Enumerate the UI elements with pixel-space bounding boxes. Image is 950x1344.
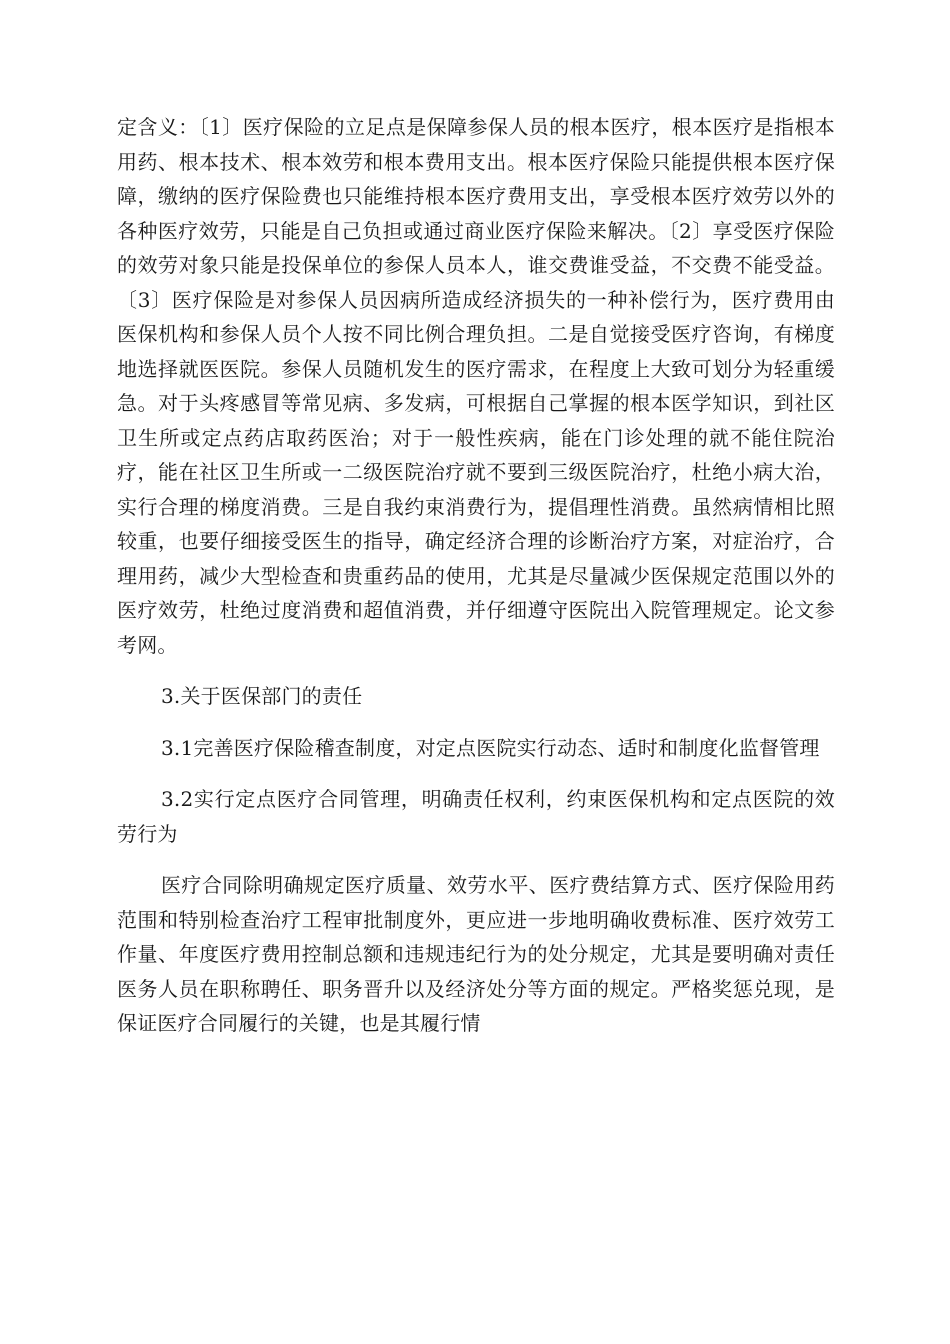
body-paragraph: 医疗合同除明确规定医疗质量、效劳水平、医疗费结算方式、医疗保险用药范围和特别检查治疗工程审批制度外，更应进一步地明确收费标准、医疗效劳工作量、年度医疗费用控制总额和违规违纪行为的处分规定，尤其是要明确对责任医务人员在职称聘任、职务晋升以及经济处分等方面的规定。严格奖惩兑现，是保证医疗合同履行的关键，也是其履行情 (117, 873, 835, 1035)
section-heading-3: 3.关于医保部门的责任 (161, 684, 363, 708)
document-page (117, 110, 835, 1041)
subsection-heading-3-2: 3.2实行定点医疗合同管理，明确责任权利，约束医保机构和定点医院的效劳行为 (117, 787, 835, 846)
body-paragraph-continued: 定含义：〔1〕医疗保险的立足点是保障参保人员的根本医疗，根本医疗是指根本用药、根本技术、根本效劳和根本费用支出。根本医疗保险只能提供根本医疗保障，缴纳的医疗保险费也只能维持根本医疗费用支出，享受根本医疗效劳以外的各种医疗效劳，只能是自己负担或通过商业医疗保险来解决。〔2〕享受医疗保险的效劳对象只能是投保单位的参保人员本人，谁交费谁受益，不交费不能受益。〔3〕医疗保险是对参保人员因病所造成经济损失的一种补偿行为，医疗费用由医保机构和参保人员个人按不同比例合理负担。二是自觉接受医疗咨询，有梯度地选择就医医院。参保人员随机发生的医疗需求，在程度上大致可划分为轻重缓急。对于头疼感冒等常见病、多发病，可根据自己掌握的根本医学知识，到社区卫生所或定点药店取药医治；对于一般性疾病，能在门诊处理的就不能住院治疗，能在社区卫生所或一二级医院治疗就不要到三级医院治疗，杜绝小病大治，实行合理的梯度消费。三是自我约束消费行为，提倡理性消费。虽然病情相比照较重，也要仔细接受医生的指导，确定经济合理的诊断治疗方案，对症治疗，合理用药，减少大型检查和贵重药品的使用，尤其是尽量减少医保规定范围以外的医疗效劳，杜绝过度消费和超值消费，并仔细遵守医院出入院管理规定。论文参考网。 (117, 115, 835, 657)
subsection-heading-3-1: 3.1完善医疗保险稽查制度，对定点医院实行动态、适时和制度化监督管理 (161, 735, 820, 760)
